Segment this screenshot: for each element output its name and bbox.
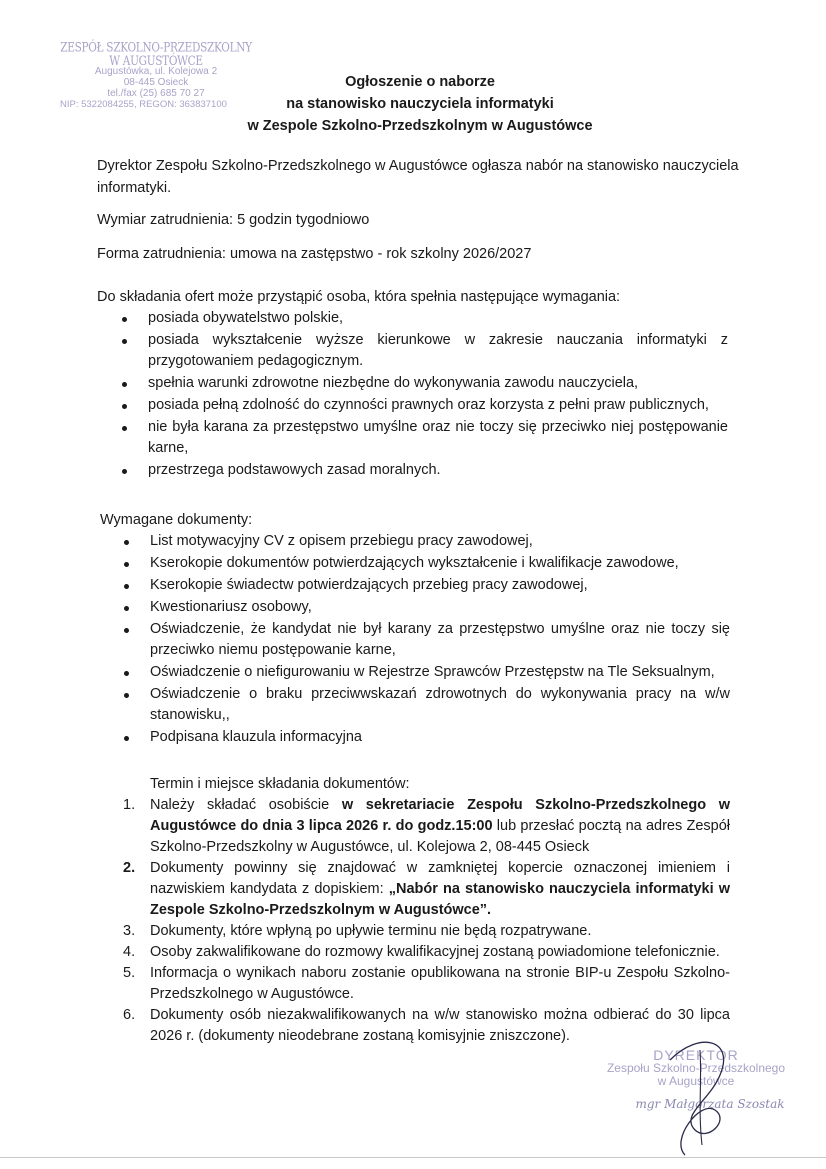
- list-item: spełnia warunki zdrowotne niezbędne do wykonywania zawodu nauczyciela,: [148, 373, 728, 394]
- page-bottom-border: [0, 1157, 826, 1158]
- list-item: Oświadczenie o braku przeciwwskazań zdrowotnych do wykonywania pracy na w/w stanowisku,,: [150, 684, 730, 726]
- documents-list: [150, 531, 730, 749]
- item-text: Dokumenty powinny się znajdować w zamkniętej kopercie oznaczonej imieniem i nazwiskiem kandydata z dopiskiem:: [150, 860, 730, 897]
- director-name: mgr Małgorzata Szostak: [635, 1097, 785, 1111]
- item-text: Dokumenty, które wpłyną po upływie terminu nie będą rozpatrywane.: [150, 923, 592, 939]
- item-number: 5.: [123, 965, 136, 981]
- item-text: Informacja o wynikach naboru zostanie opublikowana na stronie BIP-u Zespołu Szkolno-Przedszkolnego w Augustówce.: [150, 965, 730, 1002]
- list-item: nie była karana za przestępstwo umyślne oraz nie toczy się przeciwko niej postępowanie karne,: [148, 417, 728, 459]
- list-item: Kserokopie świadectw potwierdzających przebieg pracy zawodowej,: [150, 575, 730, 596]
- list-item: posiada obywatelstwo polskie,: [148, 308, 728, 329]
- item-number: 3.: [123, 923, 136, 939]
- stamp-phone: tel./fax (25) 685 70 27: [107, 88, 205, 99]
- list-item: List motywacyjny CV z opisem przebiegu pracy zawodowej,: [150, 531, 730, 552]
- employment-form: Forma zatrudnienia: umowa na zastępstwo - rok szkolny 2026/2027: [97, 246, 532, 262]
- requirements-heading: Do składania ofert może przystąpić osoba, która spełnia następujące wymagania:: [97, 289, 621, 305]
- list-item: Podpisana klauzula informacyjna: [150, 727, 730, 748]
- list-item: posiada wykształcenie wyższe kierunkowe w zakresie nauczania informatyki z przygotowaniem pedagogicznym.: [148, 330, 728, 372]
- deadline-heading: Termin i miejsce składania dokumentów:: [150, 776, 410, 792]
- stamp-nip-regon: NIP: 5322084255, REGON: 363837100: [60, 99, 227, 110]
- item-text: Dokumenty osób niezakwalifikowanych na w/w stanowisko można odbierać do 30 lipca 2026 r. (dokumenty nieodebrane zostaną komisyjnie zniszczone).: [150, 1007, 730, 1044]
- item-number: 4.: [123, 944, 136, 960]
- requirements-list: [148, 308, 728, 482]
- list-item: Kwestionariusz osobowy,: [150, 597, 730, 618]
- list-item: posiada pełną zdolność do czynności prawnych oraz korzysta z pełni praw publicznych,: [148, 395, 728, 416]
- list-item: [123, 795, 731, 858]
- stamp-institution: Zespołu Szkolno-Przedszkolnego: [606, 1061, 786, 1075]
- stamp-address: Augustówka, ul. Kolejowa 2: [94, 66, 218, 77]
- title-line-1: Ogłoszenie o naborze: [345, 74, 495, 90]
- employment-scope: Wymiar zatrudnienia: 5 godzin tygodniowo: [97, 212, 370, 228]
- item-text-bold: w sekretariacie Zespołu Szkolno-Przedszkolnego w Augustówce do dnia 3 lipca 2026 r. do godz.15:00: [150, 797, 730, 834]
- list-item: Kserokopie dokumentów potwierdzających wykształcenie i kwalifikacje zawodowe,: [150, 553, 730, 574]
- item-number: 2.: [123, 860, 136, 876]
- document-title: [200, 71, 640, 137]
- list-item: [123, 858, 730, 921]
- list-item: Oświadczenie o niefigurowaniu w Rejestrze Sprawców Przestępstw na Tle Seksualnym,: [150, 662, 730, 683]
- list-item: Oświadczenie, że kandydat nie był karany za przestępstwo umyślne oraz nie toczy się przeciwko niemu postępowanie karne,: [150, 619, 730, 661]
- deadline-list: [123, 795, 731, 1047]
- item-number: 1.: [123, 797, 136, 813]
- item-text: lub przesłać pocztą na adres Zespół Szkolno-Przedszkolny w Augustówce, ul. Kolejowa 2, 08-445 Osieck: [150, 818, 731, 855]
- intro-paragraph: Dyrektor Zespołu Szkolno-Przedszkolnego w Augustówce ogłasza nabór na stanowisko nauczyciela informatyki.: [97, 158, 739, 196]
- item-text-bold: „Nabór na stanowisko nauczyciela informatyki w Zespole Szkolno-Przedszkolnym w Augustówce”.: [150, 881, 730, 918]
- handwritten-signature: [640, 1020, 750, 1160]
- stamp-location: w Augustówce: [657, 1074, 735, 1088]
- title-line-3: w Zespole Szkolno-Przedszkolnym w Augustówce: [247, 118, 593, 134]
- list-item: [123, 942, 730, 963]
- stamp-school-name: ZESPÓŁ SZKOLNO-PRZEDSZKOLNY W AUGUSTÓWCE: [60, 40, 252, 69]
- stamp-title: DYREKTOR: [653, 1047, 739, 1063]
- item-text: Osoby zakwalifikowane do rozmowy kwalifikacyjnej zostaną powiadomione telefonicznie.: [150, 944, 720, 960]
- list-item: przestrzega podstawowych zasad moralnych.: [148, 460, 728, 481]
- item-text: Należy składać osobiście: [150, 797, 342, 813]
- list-item: [123, 963, 730, 1005]
- stamp-postcode: 08-445 Osieck: [123, 77, 189, 88]
- list-item: [123, 921, 730, 942]
- title-line-2: na stanowisko nauczyciela informatyki: [286, 96, 554, 112]
- item-number: 6.: [123, 1007, 136, 1023]
- documents-heading: Wymagane dokumenty:: [100, 512, 253, 528]
